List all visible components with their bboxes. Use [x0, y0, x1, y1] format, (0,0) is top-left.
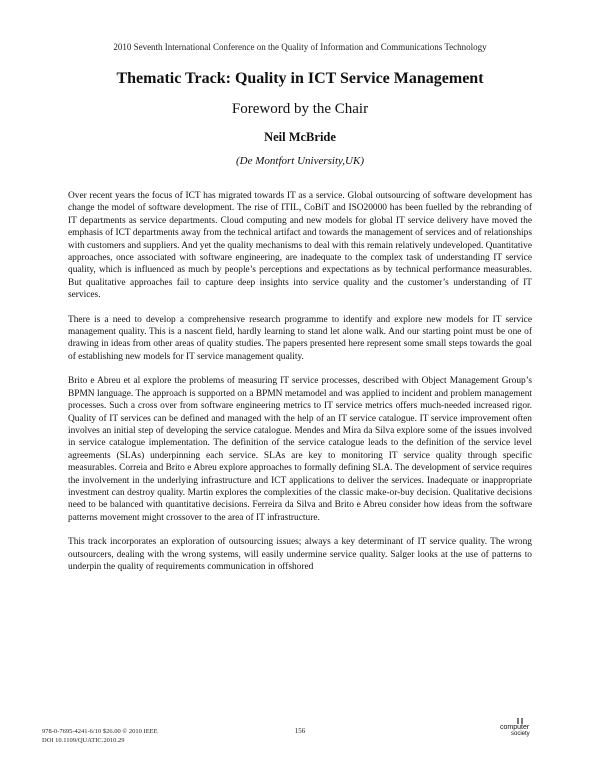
logo-text-society: society: [511, 731, 530, 737]
paragraph-2: There is a need to develop a comprehensive research programme to identify and explore new models for IT service management quality. This is a nascent field, hardly learning to stand let alone walk. And our starting point must be one of drawing in ideas from other areas of quality studies. The papers presented here represent some small steps towards the goal of establishing new models for IT service management quality.: [68, 314, 532, 362]
paper-subtitle: Foreword by the Chair: [231, 101, 369, 117]
paragraph-3: Brito e Abreu et al explore the problems of measuring IT service processes, described with Object Management Group’s BPMN language. The approach is supported on a BPMN metamodel and was applied to incident and problem management processes. Such a cross over from software engineering metrics to IT service metrics offers much-needed increased rigor. Quality of IT services can be defined and managed with the help of an IT service catalogue. IT service improvement often involves an initial step of developing the service catalogue. Mendes and Mira da Silva explore some of the issues involved in service catalogue implementation. The definition of the service catalogue leads to the definition of the service level agreements (SLAs) underpinning each service. SLAs are key to monitoring IT service quality through specific measurables. Correia and Brito e Abreu explore approaches to formally defining SLA. The development of service requires the involvement in the underlying infrastructure and ICT applications to deliver the services. Inadequate or inappropriate investment can destroy quality. Martin explores the complexities of the classic make-or-buy decision. Qualitative decisions need to be balanced with quantitative decisions. Ferreira da Silva and Brito e Abreu consider how ideas from the software patterns movement might crossover to the area of IT infrastructure.: [68, 376, 532, 523]
paragraph-1: Over recent years the focus of ICT has migrated towards IT as a service. Global outsourcing of software development has change the model of software development. The rise of ITIL, CoBiT and ISO20000 has been fuelled by the rebranding of IT departments as service departments. Cloud computing and new models for global IT service delivery have moved the emphasis of ICT departments away from the technical artifact and towards the management of services and of relationships with customers and suppliers. And yet the quality mechanisms to deal with this remain relatively undeveloped. Quantitative approaches, once associated with software engineering, are inadequate to the complex task of understanding IT service quality, which is influenced as much by people’s perceptions and expectations as by technical performance measurables. But qualitative approaches fail to capture deep insights into service quality and the customer’s understanding of IT services.: [68, 191, 532, 301]
author-affiliation: (De Montfort University,UK): [235, 155, 364, 167]
conference-header: 2010 Seventh International Conference on the Quality of Information and Communications Technology: [113, 42, 487, 52]
page-number: 156: [294, 727, 306, 735]
paragraph-4: This track incorporates an exploration of outsourcing issues; always a key determinant of IT service quality. The wrong outsourcers, dealing with the wrong systems, will easily undermine service quality. Salger looks at the use of patterns to underpin the quality of requirements communication in offshored: [68, 537, 532, 572]
logo-text-computer: computer: [500, 724, 530, 731]
computer-society-logo: [500, 717, 540, 743]
body-text: [68, 190, 532, 585]
footer-isbn: 978-0-7695-4241-6/10 $26.00 © 2010 IEEE: [42, 728, 158, 735]
footer-doi: DOI 10.1109/QUATIC.2010.29: [42, 737, 125, 744]
paper-title: Thematic Track: Quality in ICT Service Management: [116, 70, 484, 87]
author-name: Neil McBride: [264, 130, 336, 144]
